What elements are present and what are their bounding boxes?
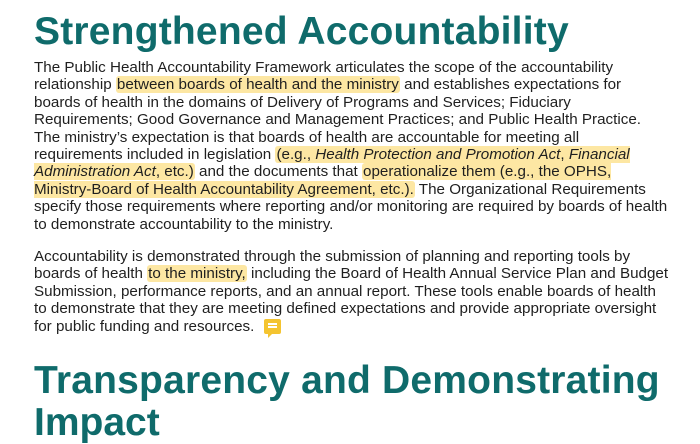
text-run: ,: [560, 146, 569, 164]
italic-act-name: Health Protection and Promotion Act: [315, 146, 561, 164]
italic-act-name: Financial Administration Act: [34, 146, 630, 181]
text-run: including the Board of Health Annual Service Plan and Budget Submission, performance reports, and an annual report. These tools enable boards of health to demonstrate that they are meeting defined expectations and provide appropriate oversight for public funding and resources.: [34, 265, 669, 335]
text-run: The Organizational Requirements specify those requirements where reporting and/or monitoring are required by boards of health to demonstrate accountability to the ministry.: [34, 180, 668, 233]
section-heading-transparency-continued: Impact: [34, 401, 160, 444]
text-run: (e.g.,: [276, 146, 316, 164]
paragraph-accountability-framework: [34, 59, 669, 233]
highlight-to-the-ministry[interactable]: to the ministry,: [148, 265, 246, 283]
text-run: Accountability is demonstrated through the submission of planning and reporting tools by boards of health: [34, 248, 631, 283]
section-heading-transparency: Transparency and Demonstrating: [34, 359, 660, 402]
highlight-boards-ministry[interactable]: between boards of health and the ministry: [116, 76, 399, 94]
text-run: The Public Health Accountability Framework articulates the scope of the accountability relationship: [34, 59, 614, 94]
highlight-operationalize[interactable]: operationalize them (e.g., the OPHS, Ministry-Board of Health Accountability Agreement, etc.).: [34, 163, 612, 198]
text-run: and establishes expectations for boards of health in the domains of Delivery of Programs and Services; Fiduciary Requirements; Good Governance and Management Practices; and Public Health Practice. The ministry’s expectation is that boards of health are accountable for meeting all requirements included in legislation: [34, 76, 641, 164]
text-run: and the documents that: [194, 163, 362, 181]
paragraph-accountability-demonstrated: [34, 248, 669, 335]
comment-icon[interactable]: [264, 319, 281, 334]
text-run: , etc.): [155, 163, 194, 181]
section-heading-accountability: Strengthened Accountability: [34, 10, 569, 53]
